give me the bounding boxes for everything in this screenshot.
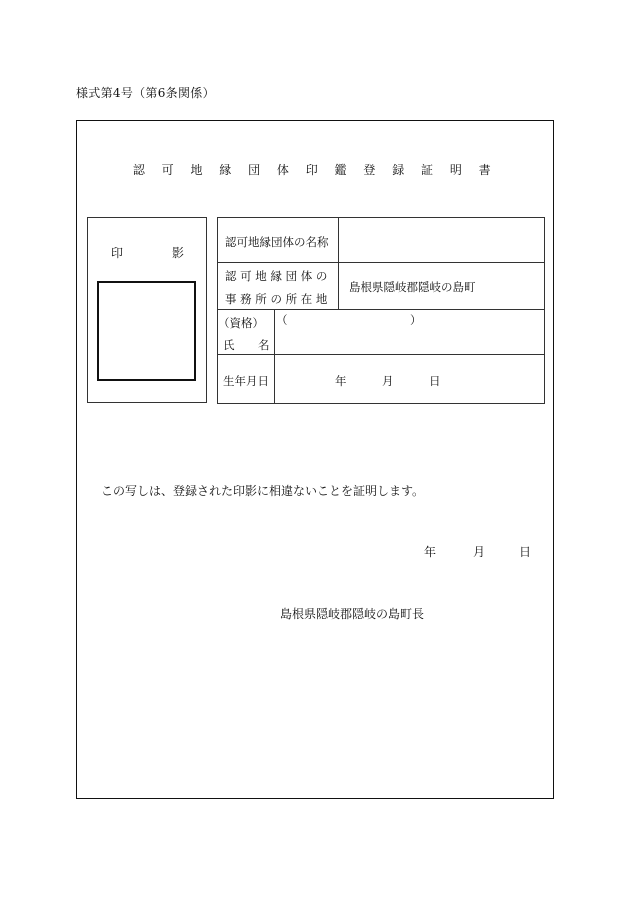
- qualification-paren-open: （: [276, 313, 288, 327]
- issuer-name: 島根県隠岐郡隠岐の島町長: [280, 607, 425, 621]
- issue-month-unit: 月: [473, 545, 486, 559]
- table-column-divider: [338, 218, 339, 309]
- registration-table: [217, 217, 545, 404]
- seal-impression-area: [97, 281, 196, 381]
- name-label-shi: 氏: [223, 338, 235, 352]
- group-name-label: 認可地縁団体の名称: [225, 235, 329, 249]
- office-address-label-line2: 事 務 所 の 所 在 地: [225, 292, 328, 306]
- birth-date-label: 生年月日: [223, 374, 269, 388]
- issue-year-unit: 年: [424, 545, 437, 559]
- seal-label-ei: 影: [172, 246, 185, 260]
- birth-day-unit: 日: [429, 374, 441, 388]
- document-title: 認 可 地 縁 団 体 印 鑑 登 録 証 明 書: [132, 163, 498, 177]
- table-row-divider: [218, 354, 544, 355]
- table-column-divider: [274, 309, 275, 404]
- birth-year-unit: 年: [335, 374, 347, 388]
- office-address-value: 島根県隠岐郡隠岐の島町: [349, 280, 476, 294]
- table-row-divider: [218, 262, 544, 263]
- name-label-mei: 名: [258, 338, 270, 352]
- issue-day-unit: 日: [519, 545, 532, 559]
- seal-label-in: 印: [111, 246, 124, 260]
- qualification-paren-close: ）: [410, 313, 422, 327]
- certification-statement: この写しは、登録された印影に相違ないことを証明します。: [101, 484, 425, 498]
- table-row-divider: [218, 309, 544, 310]
- qualification-label: （資格）: [218, 316, 264, 330]
- office-address-label-line1: 認 可 地 縁 団 体 の: [225, 269, 328, 283]
- birth-month-unit: 月: [382, 374, 394, 388]
- seal-impression-box: [87, 217, 207, 403]
- form-number: 様式第4号（第6条関係）: [76, 86, 215, 100]
